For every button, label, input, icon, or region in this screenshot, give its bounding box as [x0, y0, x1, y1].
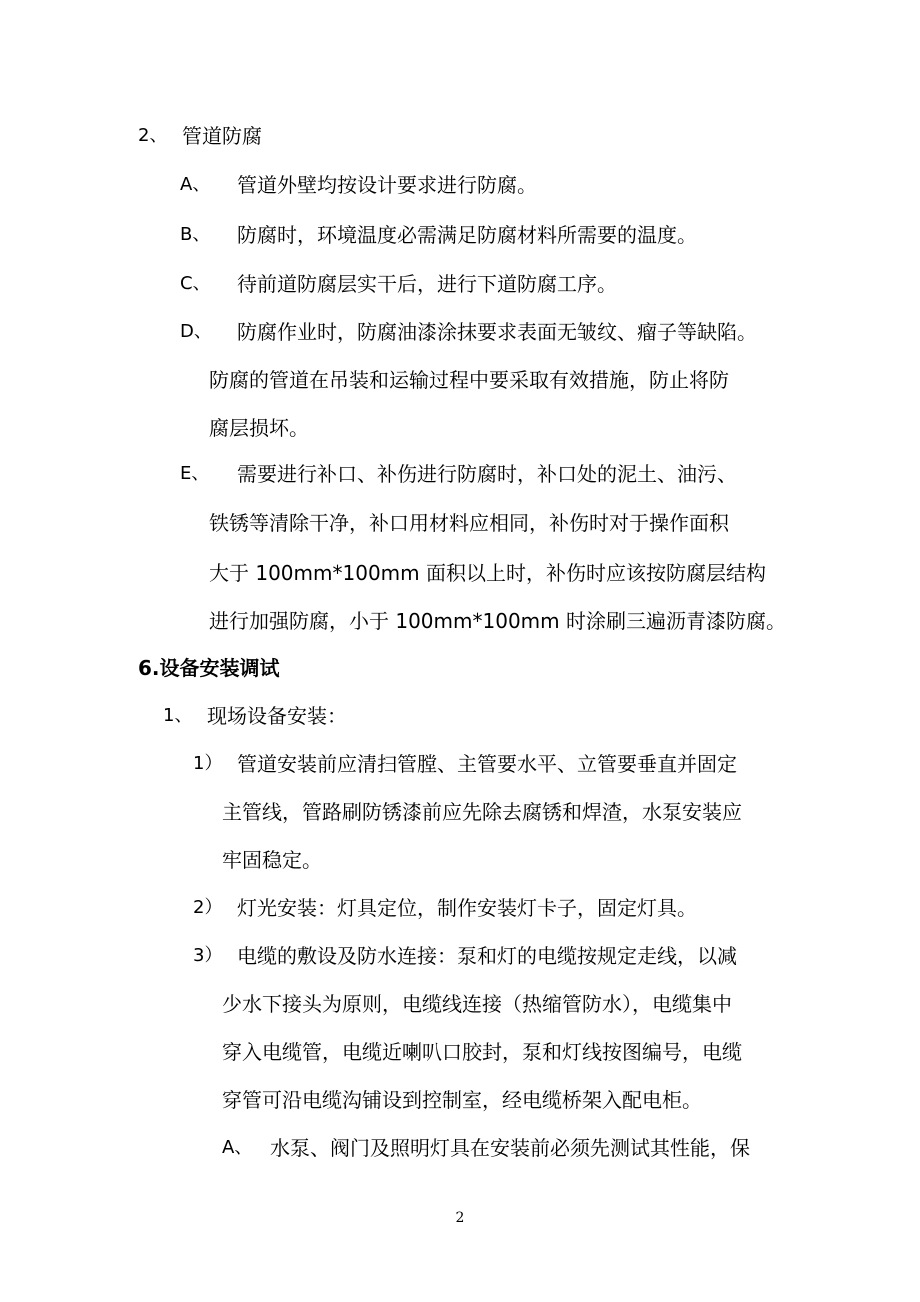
- paragraph-line: 待前道防腐层实干后，进行下道防腐工序。: [237, 272, 617, 296]
- item-label: B、: [180, 224, 211, 245]
- paragraph-line: 腐层损坏。: [209, 416, 309, 440]
- page-number: 2: [455, 1210, 465, 1226]
- paragraph-line: 防腐时，环境温度必需满足防腐材料所需要的温度。: [237, 223, 697, 247]
- item-label: 3）: [193, 945, 223, 966]
- paragraph-line: 主管线，管路刷防锈漆前应先除去腐锈和焊渣，水泵安装应: [222, 800, 742, 824]
- item-label: A、: [180, 174, 211, 195]
- section-heading: 管道防腐: [182, 124, 262, 148]
- item-label: 1、: [163, 705, 193, 726]
- paragraph-line: 牢固稳定。: [222, 848, 322, 872]
- paragraph-line: 穿入电缆管，电缆近喇叭口胶封，泵和灯线按图编号，电缆: [222, 1040, 742, 1064]
- paragraph-line: 进行加强防腐，小于 100mm*100mm 时涂刷三遍沥青漆防腐。: [209, 609, 786, 633]
- paragraph-line: 需要进行补口、补伤进行防腐时，补口处的泥土、油污、: [237, 462, 737, 486]
- subsection-heading: 现场设备安装：: [207, 704, 347, 728]
- paragraph-line: 铁锈等清除干净，补口用材料应相同，补伤时对于操作面积: [209, 511, 729, 535]
- paragraph-line: 灯光安装：灯具定位，制作安装灯卡子，固定灯具。: [237, 896, 697, 920]
- item-label: 2）: [193, 897, 223, 918]
- paragraph-line: 防腐作业时，防腐油漆涂抹要求表面无皱纹、瘤子等缺陷。: [237, 320, 757, 344]
- section-number: 2、: [138, 125, 168, 146]
- paragraph-line: 大于 100mm*100mm 面积以上时，补伤时应该按防腐层结构: [209, 561, 766, 585]
- paragraph-line: 少水下接头为原则，电缆线连接（热缩管防水），电缆集中: [222, 992, 732, 1016]
- paragraph-line: 管道外壁均按设计要求进行防腐。: [237, 173, 537, 197]
- paragraph-line: 管道安装前应清扫管膛、主管要水平、立管要垂直并固定: [237, 752, 737, 776]
- item-label: 1）: [193, 753, 223, 774]
- paragraph-line: 水泵、阀门及照明灯具在安装前必须先测试其性能，保: [270, 1136, 750, 1160]
- chapter-heading: 6.设备安装调试: [138, 656, 280, 680]
- item-label: C、: [180, 273, 211, 294]
- paragraph-line: 电缆的敷设及防水连接：泵和灯的电缆按规定走线，以减: [237, 944, 737, 968]
- item-label: D、: [180, 321, 212, 342]
- paragraph-line: 穿管可沿电缆沟铺设到控制室，经电缆桥架入配电柜。: [222, 1088, 702, 1112]
- paragraph-line: 防腐的管道在吊装和运输过程中要采取有效措施，防止将防: [209, 368, 729, 392]
- item-label: E、: [180, 463, 210, 484]
- item-label: A、: [222, 1137, 253, 1158]
